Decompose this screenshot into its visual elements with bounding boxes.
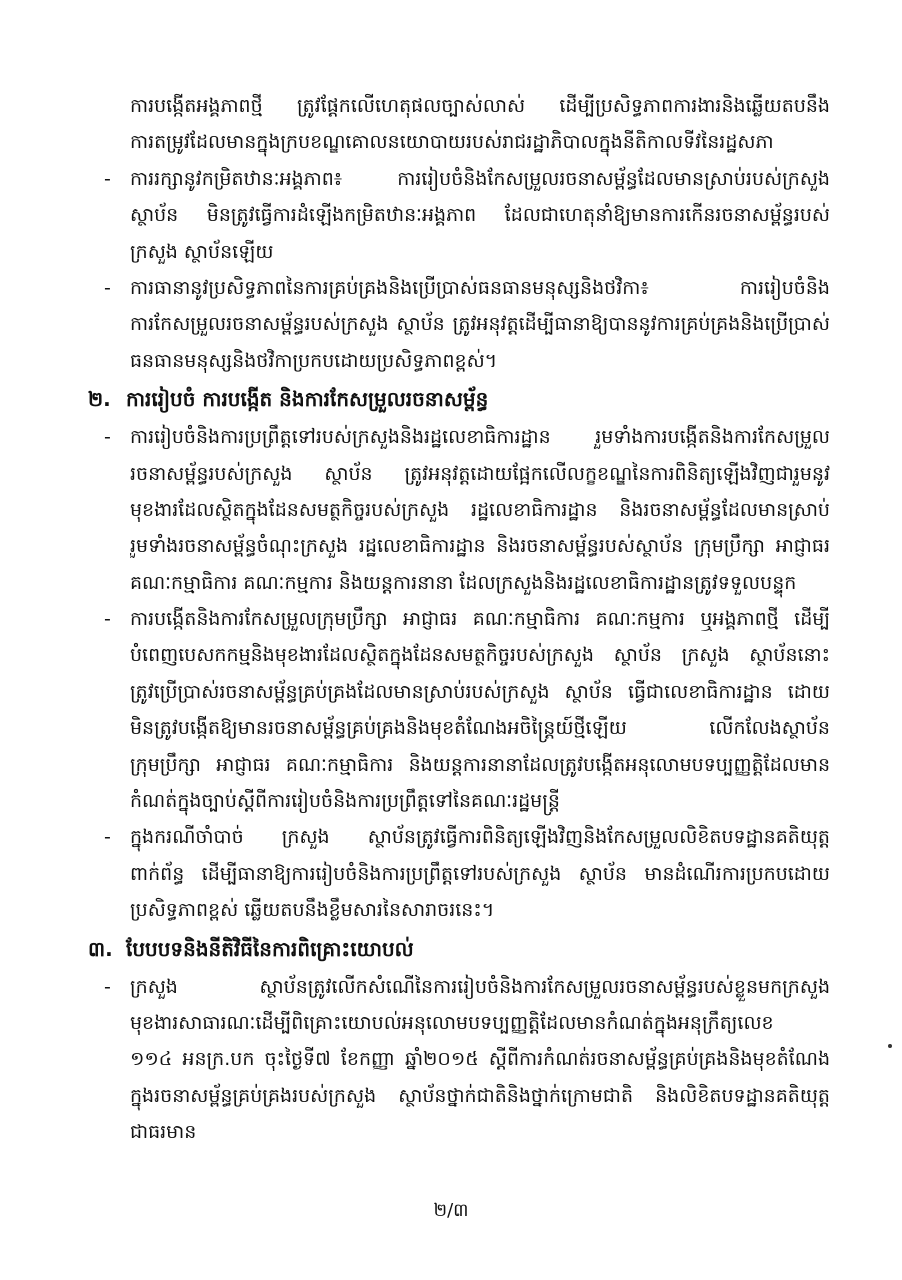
text-line: ស្ថាប័ន មិនត្រូវធ្វើការដំឡើងកម្រិតឋានៈអង្គភាព ដែលជាហេតុនាំឱ្យមានការកើនរចនាសម្ព័ន្ធរបស់ — [130, 204, 830, 227]
scan-speck — [888, 1044, 892, 1048]
text-line: កំណត់ក្នុងច្បាប់ស្តីពីការរៀបចំនិងការប្រព្រឹត្តទៅនៃគណៈរដ្ឋមន្ត្រី — [130, 790, 560, 813]
text-line: ក្នុងរចនាសម្ព័ន្ធគ្រប់គ្រងរបស់ក្រសួង ស្ថាប័នថ្នាក់ជាតិនិងថ្នាក់ក្រោមជាតិ និងលិខិតបទដ្ឋានគតិយុត្ត — [130, 1084, 830, 1107]
text-line: ជាធរមាន — [130, 1121, 197, 1144]
bullet-dash: - — [104, 826, 111, 849]
text-line: ក្រសួង ស្ថាប័នឡើយ — [130, 240, 274, 263]
bullet-dash: - — [104, 276, 111, 299]
text-line: ប្រសិទ្ធភាពខ្ពស់ ឆ្លើយតបនឹងខ្លឹមសារនៃសារាចរនេះ។ — [130, 899, 495, 922]
bullet-item — [88, 161, 830, 270]
text-line: ក្នុងករណីចាំបាច់ ក្រសួង ស្ថាប័នត្រូវធ្វើការពិនិត្យឡើងវិញនិងកែសម្រួលលិខិតបទដ្ឋានគតិយុត្ត — [130, 826, 830, 849]
text-line: ធនធានមនុស្សនិងថវិកាប្រកបដោយប្រសិទ្ធភាពខ្ពស់។ — [130, 349, 498, 372]
text-line: គណៈកម្មាធិការ គណៈកម្មការ និងយន្តការនានា ដែលក្រសួងនិងរដ្ឋលេខាធិការដ្ឋានត្រូវទទួលបន្ទុក — [130, 571, 797, 594]
text-line: រចនាសម្ព័ន្ធរបស់ក្រសួង ស្ថាប័ន ត្រូវអនុវត្តដោយផ្អែកលើលក្ខខណ្ឌនៃការពិនិត្យឡើងវិញជារួមនូវ — [130, 462, 830, 485]
text-line: ត្រូវប្រើប្រាស់រចនាសម្ព័ន្ធគ្រប់គ្រងដែលមានស្រាប់របស់ក្រសួង ស្ថាប័ន ធ្វើជាលេខាធិការដ្ឋាន ដោយ — [130, 680, 830, 703]
text-line: ពាក់ព័ន្ធ ដើម្បីធានាឱ្យការរៀបចំនិងការប្រព្រឹត្តទៅរបស់ក្រសួង ស្ថាប័ន មានដំណើរការប្រកបដោយ — [130, 862, 830, 885]
text-line: ក្រសួង ស្ថាប័នត្រូវលើកសំណើនៃការរៀបចំនិងការកែសម្រួលរចនាសម្ព័ន្ធរបស់ខ្លួនមកក្រសួង — [130, 975, 830, 998]
text-line: មុខងារសាធារណៈដើម្បីពិគ្រោះយោបល់អនុលោមបទប្បញ្ញត្តិដែលមានកំណត់ក្នុងអនុក្រឹត្យលេខ — [130, 1011, 774, 1034]
bullet-dash: - — [104, 975, 111, 998]
section-number: ២. — [88, 387, 111, 412]
text-line: មិនត្រូវបង្កើតឱ្យមានរចនាសម្ព័ន្ធគ្រប់គ្រងនិងមុខតំណែងអចិន្ត្រៃយ៍ថ្មីឡើយ លើកលែងស្ថាប័ន — [130, 717, 830, 740]
bullet-dash: - — [104, 426, 111, 449]
document-body — [88, 88, 830, 1151]
bullet-item — [88, 819, 830, 928]
bullet-item — [88, 419, 830, 601]
text-line: ការបង្កើតអង្គភាពថ្មី ត្រូវផ្តែកលើហេតុផលច្បាស់លាស់ ដើម្បីប្រសិទ្ធភាពការងារនិងឆ្លើយតបនឹង — [130, 95, 830, 117]
text-line: ការបង្កើតនិងការកែសម្រួលក្រុមប្រឹក្សា អាជ្ញាធរ គណៈកម្មាធិការ គណៈកម្មការ ឬអង្គភាពថ្មី ដើម្បី — [130, 608, 830, 631]
text-line: បំពេញបេសកកម្មនិងមុខងារដែលស្ថិតក្នុងដែនសមត្ថកិច្ចរបស់ក្រសួង ស្ថាប័ន ក្រសួង ស្ថាប័ននោះ — [130, 644, 830, 667]
section-heading — [88, 379, 830, 419]
text-line: ១១៤ អនក្រ.បក ចុះថ្ងៃទី៧ ខែកញ្ញា ឆ្នាំ២០១៥ ស្តីពីការកំណត់រចនាសម្ព័ន្ធគ្រប់គ្រងនិងមុខតំណែង — [130, 1048, 830, 1071]
section-heading — [88, 929, 830, 969]
section-title: បែបបទនិងនីតិវិធីនៃការពិគ្រោះយោបល់ — [126, 936, 414, 961]
text-line: ការតម្រូវដែលមានក្នុងក្របខណ្ឌគោលនយោបាយរបស់រាជរដ្ឋាភិបាលក្នុងនីតិកាលទីវនៃរដ្ឋសភា — [130, 131, 774, 154]
bullet-item — [88, 270, 830, 379]
bullet-item — [88, 601, 830, 819]
intro-paragraph — [88, 88, 830, 161]
page-number: ២/៣ — [433, 1200, 469, 1221]
text-line: រួមទាំងរចនាសម្ព័ន្ធចំណុះក្រសួង រដ្ឋលេខាធិការដ្ឋាន និងរចនាសម្ព័ន្ធរបស់ស្ថាប័ន ក្រុមប្រឹក្សា អាជ្ញាធរ — [130, 535, 830, 558]
text-line: ការរៀបចំនិងការប្រព្រឹត្តទៅរបស់ក្រសួងនិងរដ្ឋលេខាធិការដ្ឋាន រួមទាំងការបង្កើតនិងការកែសម្រួល — [130, 426, 830, 449]
bullet-dash: - — [104, 608, 111, 631]
text-line: ការកែសម្រួលរចនាសម្ព័ន្ធរបស់ក្រសួង ស្ថាប័ន ត្រូវអនុវត្តដើម្បីធានាឱ្យបាននូវការគ្រប់គ្រងនិងប្រើប្រាស់ — [130, 313, 830, 336]
bullet-item — [88, 969, 830, 1151]
section-number: ៣. — [88, 936, 113, 961]
text-line: មុខងារដែលស្ថិតក្នុងដែនសមត្ថកិច្ចរបស់ក្រសួង រដ្ឋលេខាធិការដ្ឋាន និងរចនាសម្ព័ន្ធដែលមានស្រាប់ — [130, 498, 830, 521]
text-line: ការរក្សានូវកម្រិតឋានៈអង្គភាព៖ ការរៀបចំនិងកែសម្រួលរចនាសម្ព័ន្ធដែលមានស្រាប់របស់ក្រសួង — [130, 167, 830, 190]
section-title: ការរៀបចំ ការបង្កើត និងការកែសម្រួលរចនាសម្ព័ន្ធ — [126, 387, 489, 412]
bullet-dash: - — [104, 167, 111, 190]
text-line: ក្រុមប្រឹក្សា អាជ្ញាធរ គណៈកម្មាធិការ និងយន្តការនានាដែលត្រូវបង្កើតអនុលោមបទប្បញ្ញត្តិដែលមាន — [130, 753, 830, 776]
text-line: ការធានានូវប្រសិទ្ធភាពនៃការគ្រប់គ្រងនិងប្រើប្រាស់ធនធានមនុស្សនិងថវិកា៖ ការរៀបចំនិង — [130, 276, 830, 299]
